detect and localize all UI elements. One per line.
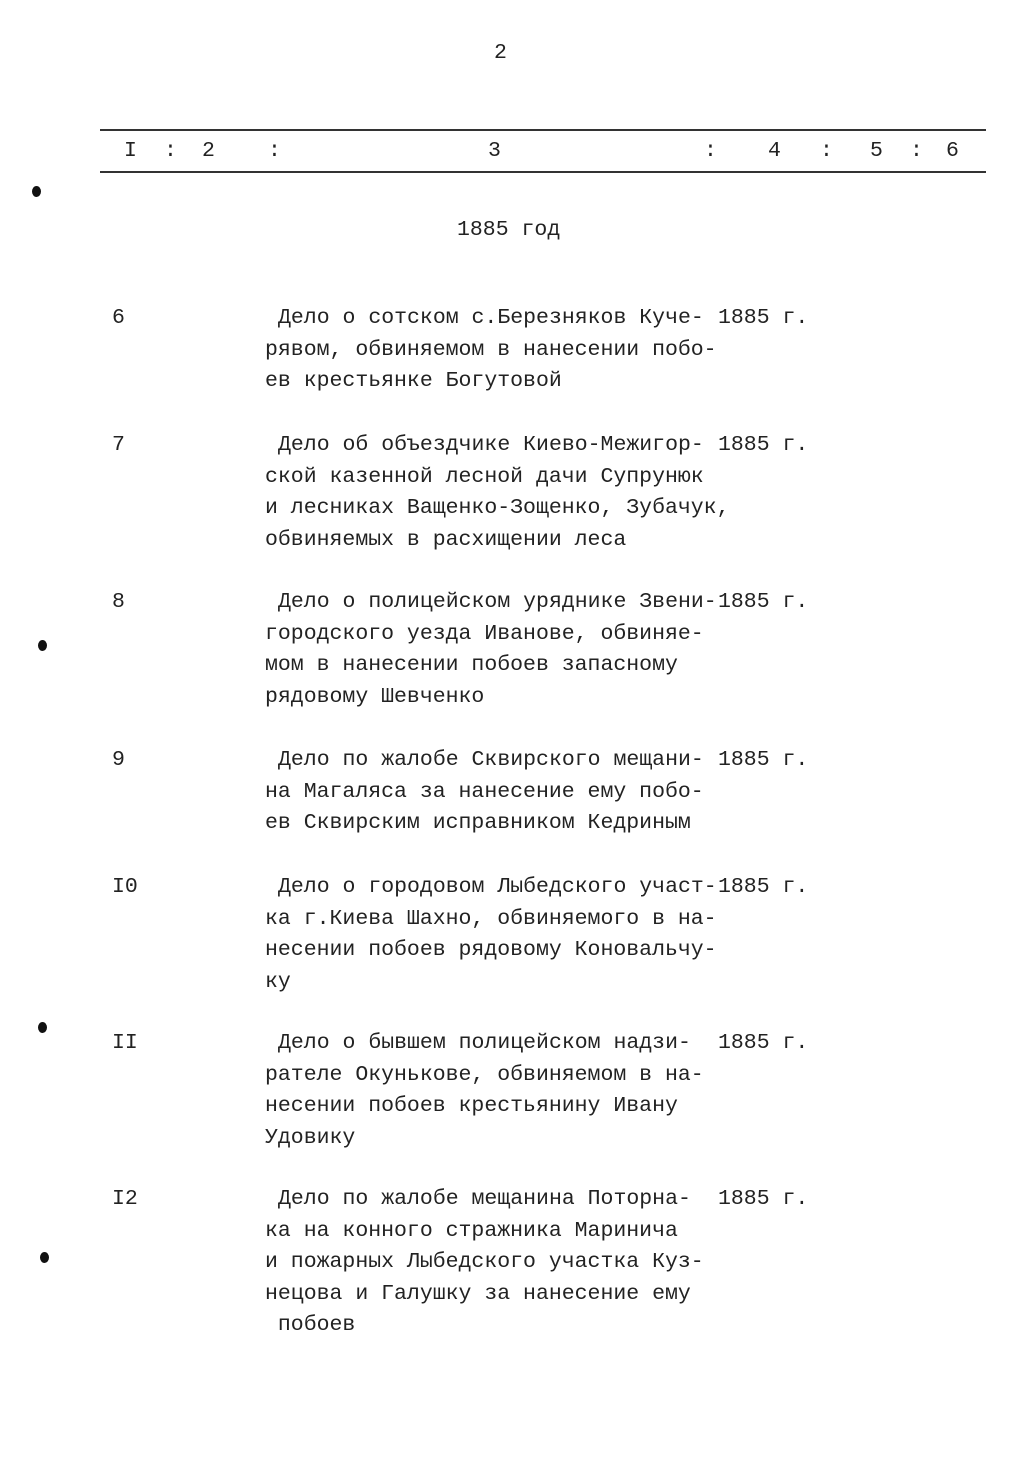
entry-year: 1885 г.: [718, 748, 809, 772]
description-line: и лесниках Ващенко-Зощенко, Зубачук,: [265, 496, 730, 520]
entry-description: [265, 872, 717, 998]
col-5: 5: [870, 139, 883, 163]
entry-number: I0: [112, 875, 138, 899]
description-line: Дело по жалобе Сквирского мещани-: [278, 748, 704, 772]
col-3: 3: [488, 139, 501, 163]
entry-number: I2: [112, 1187, 138, 1211]
description-line: Дело о полицейском уряднике Звени-: [278, 590, 717, 614]
punch-hole-mark: [40, 1252, 49, 1263]
entry-description: [265, 303, 717, 398]
entry-number: 8: [112, 590, 125, 614]
description-line: городского уезда Иванове, обвиняе-: [265, 621, 704, 646]
punch-hole-mark: [32, 186, 41, 197]
entry-description: [265, 430, 729, 556]
description-line: ев крестьянке Богутовой: [265, 369, 562, 393]
description-line: мом в нанесении побоев запасному: [265, 653, 678, 677]
col-6: 6: [946, 139, 959, 163]
entry-number: 9: [112, 748, 125, 772]
description-line: Дело о городовом Лыбедского участ-: [278, 875, 717, 899]
entry-number: II: [112, 1031, 138, 1055]
col-sep: :: [820, 139, 833, 163]
page-number: 2: [494, 41, 507, 65]
header-top-rule: [100, 129, 986, 131]
entry-year: 1885 г.: [718, 433, 809, 457]
entry-description: [265, 1028, 704, 1154]
entry-year: 1885 г.: [718, 1187, 809, 1211]
entry-description: [265, 745, 704, 840]
entry-year: 1885 г.: [718, 1031, 809, 1055]
description-line: Удовику: [265, 1125, 356, 1150]
col-2: 2: [202, 139, 215, 163]
entry-year: 1885 г.: [718, 590, 809, 614]
description-line: и пожарных Лыбедского участка Куз-: [265, 1250, 704, 1274]
entry-year: 1885 г.: [718, 875, 809, 899]
col-4: 4: [768, 139, 781, 163]
description-line: несении побоев рядовому Коновальчу-: [265, 938, 717, 962]
description-line: ской казенной лесной дачи Супрунюк: [265, 464, 704, 489]
col-sep: :: [704, 139, 717, 163]
description-line: рявом, обвиняемом в нанесении побо-: [265, 337, 717, 362]
description-line: побоев: [265, 1313, 356, 1337]
description-line: Дело о сотском с.Березняков Куче-: [278, 306, 704, 330]
section-title: 1885 год: [457, 218, 561, 242]
entry-number: 6: [112, 306, 125, 330]
description-line: на Магаляса за нанесение ему побо-: [265, 779, 704, 804]
description-line: ка г.Киева Шахно, обвиняемого в на-: [265, 906, 717, 931]
description-line: нецова и Галушку за нанесение ему: [265, 1281, 691, 1306]
punch-hole-mark: [38, 640, 47, 651]
description-line: несении побоев крестьянину Ивану: [265, 1094, 678, 1118]
entry-description: [265, 1184, 704, 1342]
header-bottom-rule: [100, 171, 986, 173]
entry-year: 1885 г.: [718, 306, 809, 330]
description-line: рателе Окунькове, обвиняемом в на-: [265, 1062, 704, 1087]
col-1: I: [124, 139, 137, 163]
description-line: ка на конного стражника Маринича: [265, 1218, 678, 1243]
entry-number: 7: [112, 433, 125, 457]
description-line: рядовому Шевченко: [265, 684, 485, 709]
description-line: Дело об объездчике Киево-Межигор-: [278, 433, 704, 457]
col-sep: :: [910, 139, 923, 163]
entry-description: [265, 587, 717, 713]
description-line: ку: [265, 969, 291, 994]
description-line: Дело по жалобе мещанина Поторна-: [278, 1187, 691, 1211]
col-sep: :: [268, 139, 281, 163]
col-sep: :: [164, 139, 177, 163]
description-line: обвиняемых в расхищении леса: [265, 527, 627, 552]
punch-hole-mark: [38, 1022, 47, 1033]
description-line: Дело о бывшем полицейском надзи-: [278, 1031, 691, 1055]
description-line: ев Сквирским исправником Кедриным: [265, 811, 691, 835]
